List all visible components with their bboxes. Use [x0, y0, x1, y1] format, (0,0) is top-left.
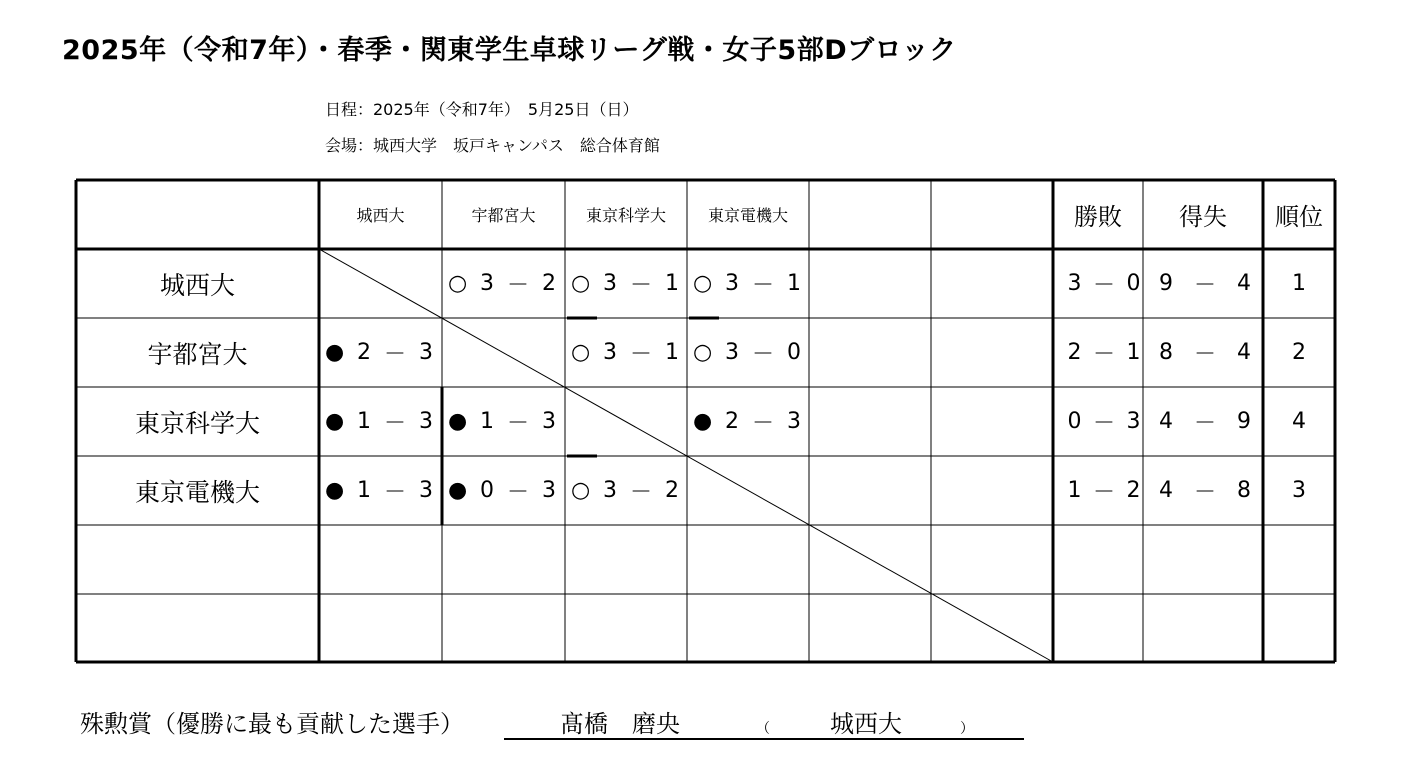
games-won: 3 [603, 478, 617, 503]
points-against: 4 [1237, 340, 1251, 365]
loss-mark-icon: ● [448, 478, 468, 503]
games-lost: 3 [542, 478, 556, 503]
loss-mark-icon: ● [448, 409, 468, 434]
points-against: 9 [1237, 409, 1251, 434]
award-paren-open: （ [756, 721, 770, 737]
score-dash: － [383, 411, 406, 436]
games-lost: 0 [787, 340, 801, 365]
score-dash: － [506, 273, 529, 298]
games-lost: 3 [419, 409, 433, 434]
win-loss-record [1053, 318, 1143, 387]
games-won: 0 [480, 478, 494, 503]
win-loss-record [1053, 249, 1143, 318]
team-rank: 4 [1292, 409, 1306, 434]
match-result [565, 318, 687, 387]
column-header-team [931, 180, 1053, 249]
points-for: 8 [1159, 340, 1173, 365]
games-lost: 1 [787, 271, 801, 296]
games-won: 1 [357, 478, 371, 503]
column-header-team: 宇都宮大 [471, 206, 536, 225]
games-won: 2 [725, 409, 739, 434]
wins: 0 [1067, 409, 1082, 434]
loss-mark-icon: ● [693, 409, 713, 434]
match-result [442, 387, 565, 456]
wins: 1 [1067, 478, 1082, 503]
wins: 3 [1067, 271, 1082, 296]
games-won: 3 [603, 340, 617, 365]
match-result [687, 387, 809, 456]
loss-mark-icon: ● [325, 340, 345, 365]
games-lost: 3 [542, 409, 556, 434]
games-lost: 3 [787, 409, 801, 434]
column-header-team: 東京科学大 [585, 206, 666, 225]
games-won: 3 [480, 271, 494, 296]
losses: 0 [1126, 271, 1141, 296]
losses: 1 [1126, 340, 1141, 365]
points-for-against [1143, 387, 1263, 456]
match-result [319, 387, 442, 456]
match-result [442, 456, 565, 525]
award-school: 城西大 [830, 710, 902, 738]
team-rank: 2 [1292, 340, 1306, 365]
points-against: 8 [1237, 478, 1251, 503]
games-lost: 1 [665, 340, 679, 365]
win-mark-icon: ○ [448, 271, 468, 296]
row-team-name: 東京科学大 [134, 408, 260, 438]
column-header-team: 東京電機大 [707, 206, 788, 225]
points-dash: － [1193, 480, 1216, 505]
points-against: 4 [1237, 271, 1251, 296]
win-loss-record [1053, 456, 1143, 525]
award-paren-close: ） [960, 721, 974, 737]
award-label: 殊勲賞（優勝に最も貢献した選手） [80, 710, 464, 738]
row-team-name: 東京電機大 [134, 477, 260, 507]
games-won: 1 [357, 409, 371, 434]
points-for-against [1143, 318, 1263, 387]
points-for-against [1143, 249, 1263, 318]
loss-mark-icon: ● [325, 478, 345, 503]
win-mark-icon: ○ [693, 271, 713, 296]
score-dash: － [751, 273, 774, 298]
match-result [565, 456, 687, 525]
points-dash: － [1193, 342, 1216, 367]
points-for: 9 [1159, 271, 1173, 296]
match-result [319, 318, 442, 387]
games-won: 3 [725, 340, 739, 365]
match-result [687, 318, 809, 387]
score-dash: － [506, 480, 529, 505]
team-rank: 3 [1292, 478, 1306, 503]
games-won: 2 [357, 340, 371, 365]
record-dash: － [1092, 273, 1115, 298]
row-team-name: 宇都宮大 [147, 339, 248, 369]
venue-text: 会場：城西大学 坂戸キャンパス 総合体育館 [325, 136, 660, 155]
page-title: 2025年（令和7年）・春季・関東学生卓球リーグ戦・女子5部Dブロック [62, 35, 957, 66]
win-mark-icon: ○ [571, 478, 591, 503]
column-header-team [809, 180, 931, 249]
award-player: 髙橋 磨央 [560, 710, 680, 738]
win-mark-icon: ○ [571, 340, 591, 365]
win-loss-record [1053, 387, 1143, 456]
loss-mark-icon: ● [325, 409, 345, 434]
score-dash: － [629, 480, 652, 505]
games-lost: 3 [419, 478, 433, 503]
score-dash: － [506, 411, 529, 436]
column-header-points: 得失 [1179, 203, 1227, 231]
games-lost: 2 [665, 478, 679, 503]
score-dash: － [751, 411, 774, 436]
points-for-against [1143, 456, 1263, 525]
score-dash: － [383, 480, 406, 505]
league-table [76, 180, 1335, 662]
games-lost: 2 [542, 271, 556, 296]
match-result [319, 456, 442, 525]
match-result [687, 249, 809, 318]
win-mark-icon: ○ [571, 271, 591, 296]
losses: 2 [1126, 478, 1141, 503]
column-header-team: 城西大 [356, 206, 405, 225]
score-dash: － [629, 273, 652, 298]
match-result [565, 249, 687, 318]
score-dash: － [383, 342, 406, 367]
games-won: 3 [603, 271, 617, 296]
record-dash: － [1092, 342, 1115, 367]
points-for: 4 [1159, 409, 1173, 434]
points-dash: － [1193, 411, 1216, 436]
match-result [442, 249, 565, 318]
games-won: 1 [480, 409, 494, 434]
score-dash: － [751, 342, 774, 367]
points-dash: － [1193, 273, 1216, 298]
row-team-name: 城西大 [159, 270, 235, 300]
points-for: 4 [1159, 478, 1173, 503]
games-lost: 1 [665, 271, 679, 296]
column-header-rank: 順位 [1275, 203, 1323, 231]
score-dash: － [629, 342, 652, 367]
record-dash: － [1092, 411, 1115, 436]
team-rank: 1 [1292, 271, 1306, 296]
wins: 2 [1067, 340, 1082, 365]
win-mark-icon: ○ [693, 340, 713, 365]
games-lost: 3 [419, 340, 433, 365]
record-dash: － [1092, 480, 1115, 505]
games-won: 3 [725, 271, 739, 296]
losses: 3 [1126, 409, 1141, 434]
schedule-text: 日程：2025年（令和7年） 5月25日（日） [325, 100, 639, 119]
column-header-record: 勝敗 [1074, 203, 1122, 231]
